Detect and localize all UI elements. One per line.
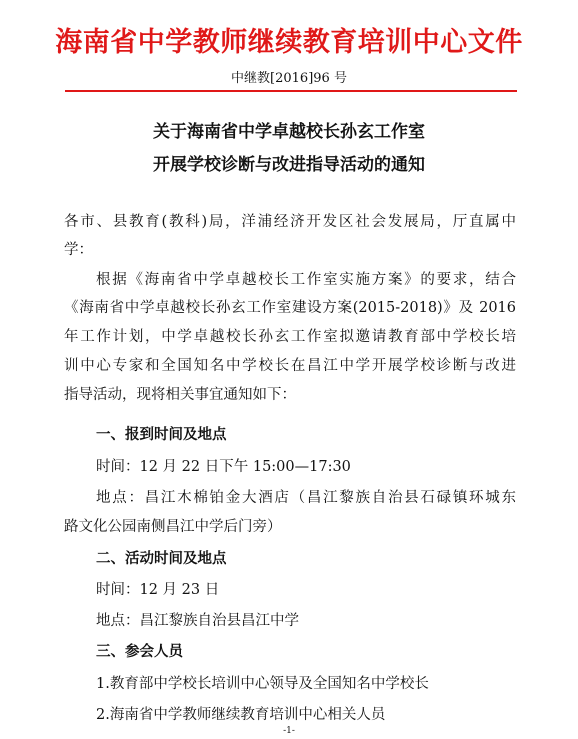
salutation-line-1: 各市、县教育(教科)局，洋浦经济开发区社会发展局，厅直属中	[64, 214, 516, 230]
page-number: -1-	[283, 726, 295, 736]
list-item: 1.教育部中学校长培训中心领导及全国知名中学校长	[96, 676, 429, 692]
section-heading-2: 二、活动时间及地点	[96, 551, 227, 567]
section1-time: 时间：12 月 22 日下午 15:00—17:30	[96, 459, 351, 475]
section1-place-line-1: 地点：昌江木棉铂金大酒店（昌江黎族自治县石碌镇环城东	[96, 490, 516, 506]
list-item: 2.海南省中学教师继续教育培训中心相关人员	[96, 707, 386, 723]
section-heading-3: 三、参会人员	[96, 644, 183, 660]
paragraph-line: 年工作计划，中学卓越校长孙玄工作室拟邀请教育部中学校长培	[64, 329, 516, 345]
salutation-line-2: 学：	[64, 242, 93, 258]
notice-title-line-2: 开展学校诊断与改进指导活动的通知	[153, 155, 425, 175]
section2-time: 时间：12 月 23 日	[96, 582, 220, 598]
notice-title-line-1: 关于海南省中学卓越校长孙玄工作室	[153, 122, 425, 142]
section2-place: 地点：昌江黎族自治县昌江中学	[96, 613, 299, 629]
issuer-header-title: 海南省中学教师继续教育培训中心文件	[55, 27, 523, 58]
section-heading-1: 一、报到时间及地点	[96, 427, 227, 443]
paragraph-line: 《海南省中学卓越校长孙玄工作室建设方案(2015-2018)》及 2016	[64, 300, 516, 316]
paragraph-line: 指导活动，现将相关事宜通知如下：	[64, 387, 296, 403]
paragraph-line: 根据《海南省中学卓越校长工作室实施方案》的要求，结合	[96, 272, 516, 288]
document-number: 中继教[2016]96 号	[231, 71, 347, 86]
red-divider-rule	[65, 90, 517, 92]
section1-place-line-2: 路文化公园南侧昌江中学后门旁）	[64, 519, 282, 535]
paragraph-line: 训中心专家和全国知名中学校长在昌江中学开展学校诊断与改进	[64, 358, 516, 374]
